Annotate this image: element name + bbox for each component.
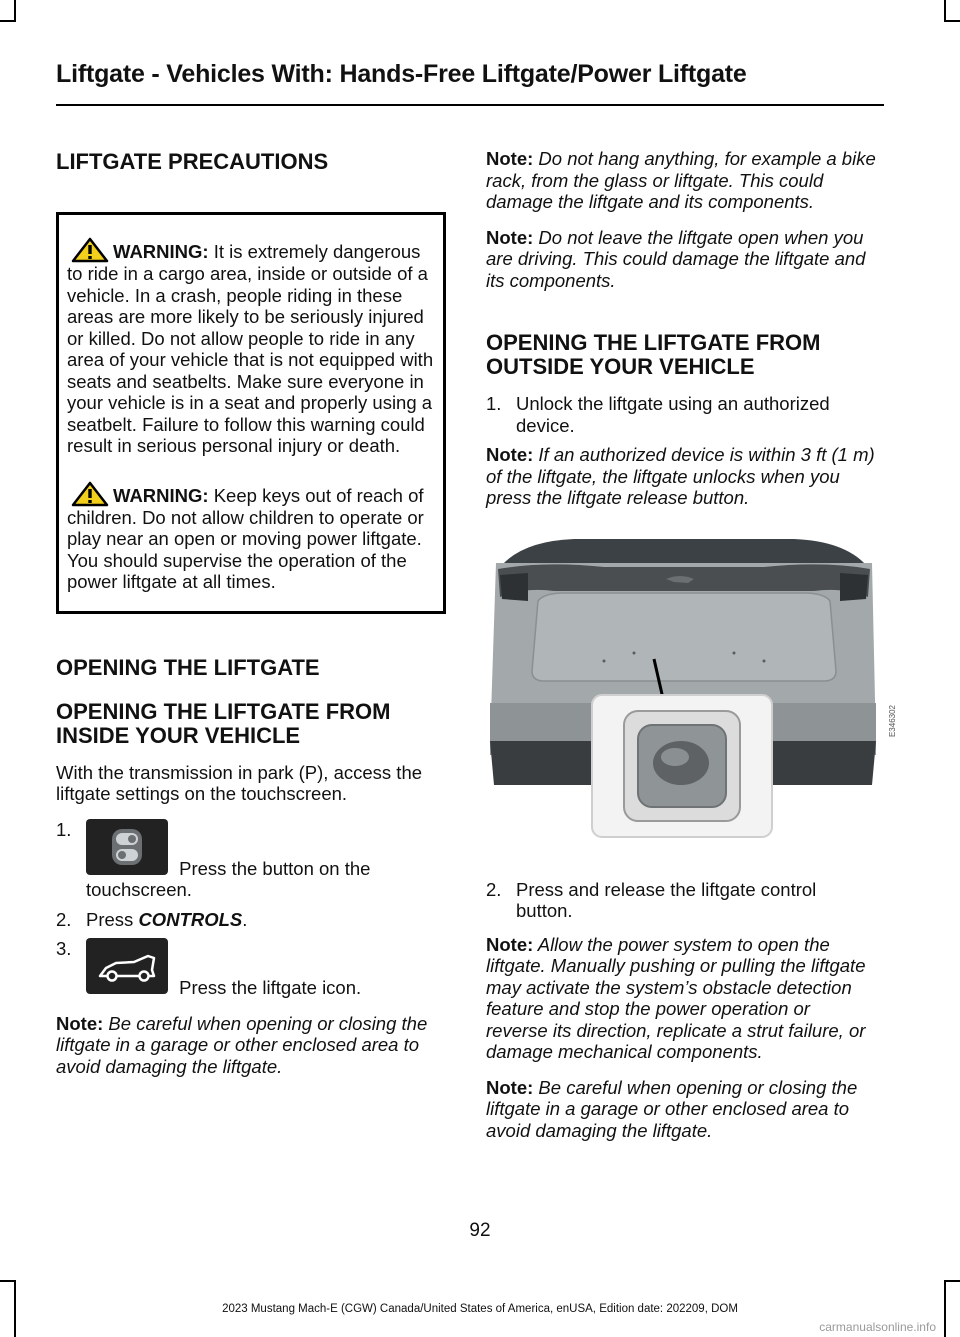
outside-heading: OPENING THE LIFTGATE FROM OUTSIDE YOUR VEHICLE [486, 330, 821, 379]
crop-mark [0, 20, 16, 22]
step-text: Press and release the liftgate control button. [516, 878, 817, 921]
footer-text: 2023 Mustang Mach-E (CGW) Canada/United States of America, enUSA, Edition date: 202209, DOM [222, 1303, 738, 1315]
warning-label: WARNING: [113, 241, 209, 262]
intro-paragraph: With the transmission in park (P), access the liftgate settings on the touchscreen. [56, 761, 423, 804]
note-paragraph [486, 227, 876, 292]
opening-heading: OPENING THE LIFTGATE [56, 654, 320, 680]
note-text: Be careful when opening or closing the liftgate in a garage or other enclosed area to avoid damaging the liftgate. [486, 1076, 858, 1141]
step-3 [56, 938, 446, 999]
note-paragraph [486, 1077, 876, 1142]
note-paragraph [486, 444, 876, 509]
step-emphasis: CONTROLS [138, 908, 243, 930]
note-label: Note: [486, 1076, 534, 1098]
warning-text: It is extremely dangerous to ride in a cargo area, inside or outside of a vehicle. In a crash, people riding in these areas are more likely to be seriously injured or killed. Do not allow people to ride in any area of your vehicle that is not equipped with seats and seatbelts. Make sure everyone in your vehicle is in a seat and properly using a seatbelt. Failure to follow this warning could result in serious personal injury or death. [67, 241, 434, 456]
precautions-heading: LIFTGATE PRECAUTIONS [56, 149, 329, 174]
step-2-outside [486, 879, 876, 922]
inside-heading: OPENING THE LIFTGATE FROM INSIDE YOUR VEHICLE [56, 698, 391, 748]
note-paragraph [56, 1013, 446, 1078]
warning-box [56, 212, 446, 614]
step-number: 1. [56, 818, 72, 840]
step-text: Press the liftgate icon. [179, 977, 362, 998]
warning-label: WARNING: [113, 484, 209, 506]
step-number: 3. [56, 938, 72, 959]
step-text: Press the button on the touchscreen. [86, 857, 371, 900]
note-label: Note: [486, 226, 534, 248]
note-text: Allow the power system to open the liftgate. Manually pushing or pulling the liftgate may activate the system’s obstacle detection feature and stop the power operation or reverse its direction, replicate a strut failure, or damage mechanical components. [486, 933, 866, 1062]
note-label: Note: [486, 444, 534, 465]
step-text: Press [86, 908, 139, 930]
step-number: 2. [56, 908, 72, 930]
warning-icon [71, 237, 109, 263]
step-text: . [242, 908, 248, 930]
step-text: Unlock the liftgate using an authorized device. [516, 393, 830, 436]
warning-text: Keep keys out of reach of children. Do not allow children to operate or play near an open or moving power liftgate. You should supervise the operation of the power liftgate at all times. [67, 484, 424, 592]
warning-paragraph [67, 237, 435, 457]
liftgate-icon [86, 938, 168, 994]
note-text: If an authorized device is within 3 ft (1 m) of the liftgate, the liftgate unlocks when you press the liftgate release button. [486, 444, 875, 508]
crop-mark [944, 20, 960, 22]
step-1-outside [486, 393, 876, 436]
crop-mark [0, 1280, 16, 1282]
figure-code: E346302 [888, 704, 897, 737]
step-1 [56, 819, 446, 901]
crop-mark [944, 1280, 960, 1282]
step-2 [56, 909, 446, 931]
crop-mark [944, 0, 946, 22]
note-text: Do not hang anything, for example a bike rack, from the glass or liftgate. This could damage the liftgate and its components. [486, 148, 876, 212]
note-text: Be careful when opening or closing the liftgate in a garage or other enclosed area to avoid damaging the liftgate. [56, 1012, 428, 1077]
page-title: Liftgate - Vehicles With: Hands-Free Liftgate/Power Liftgate [56, 60, 747, 88]
note-label: Note: [486, 148, 534, 169]
note-paragraph [486, 148, 876, 213]
header-rule [56, 104, 884, 106]
note-label: Note: [56, 1012, 104, 1034]
crop-mark [14, 0, 16, 22]
warning-paragraph [67, 481, 435, 593]
page-number: 92 [469, 1220, 491, 1241]
watermark: carmanualsonline.info [819, 1320, 936, 1334]
warning-icon [71, 481, 109, 507]
settings-toggle-icon [86, 819, 168, 875]
note-paragraph [486, 934, 876, 1063]
vehicle-rear-illustration [484, 535, 882, 845]
right-column [486, 148, 897, 1141]
note-text: Do not leave the liftgate open when you are driving. This could damage the liftgate and its components. [486, 226, 866, 291]
left-column [56, 130, 446, 1077]
step-number: 1. [486, 393, 502, 414]
note-label: Note: [486, 933, 534, 955]
liftgate-figure [484, 535, 897, 845]
step-number: 2. [486, 878, 502, 900]
